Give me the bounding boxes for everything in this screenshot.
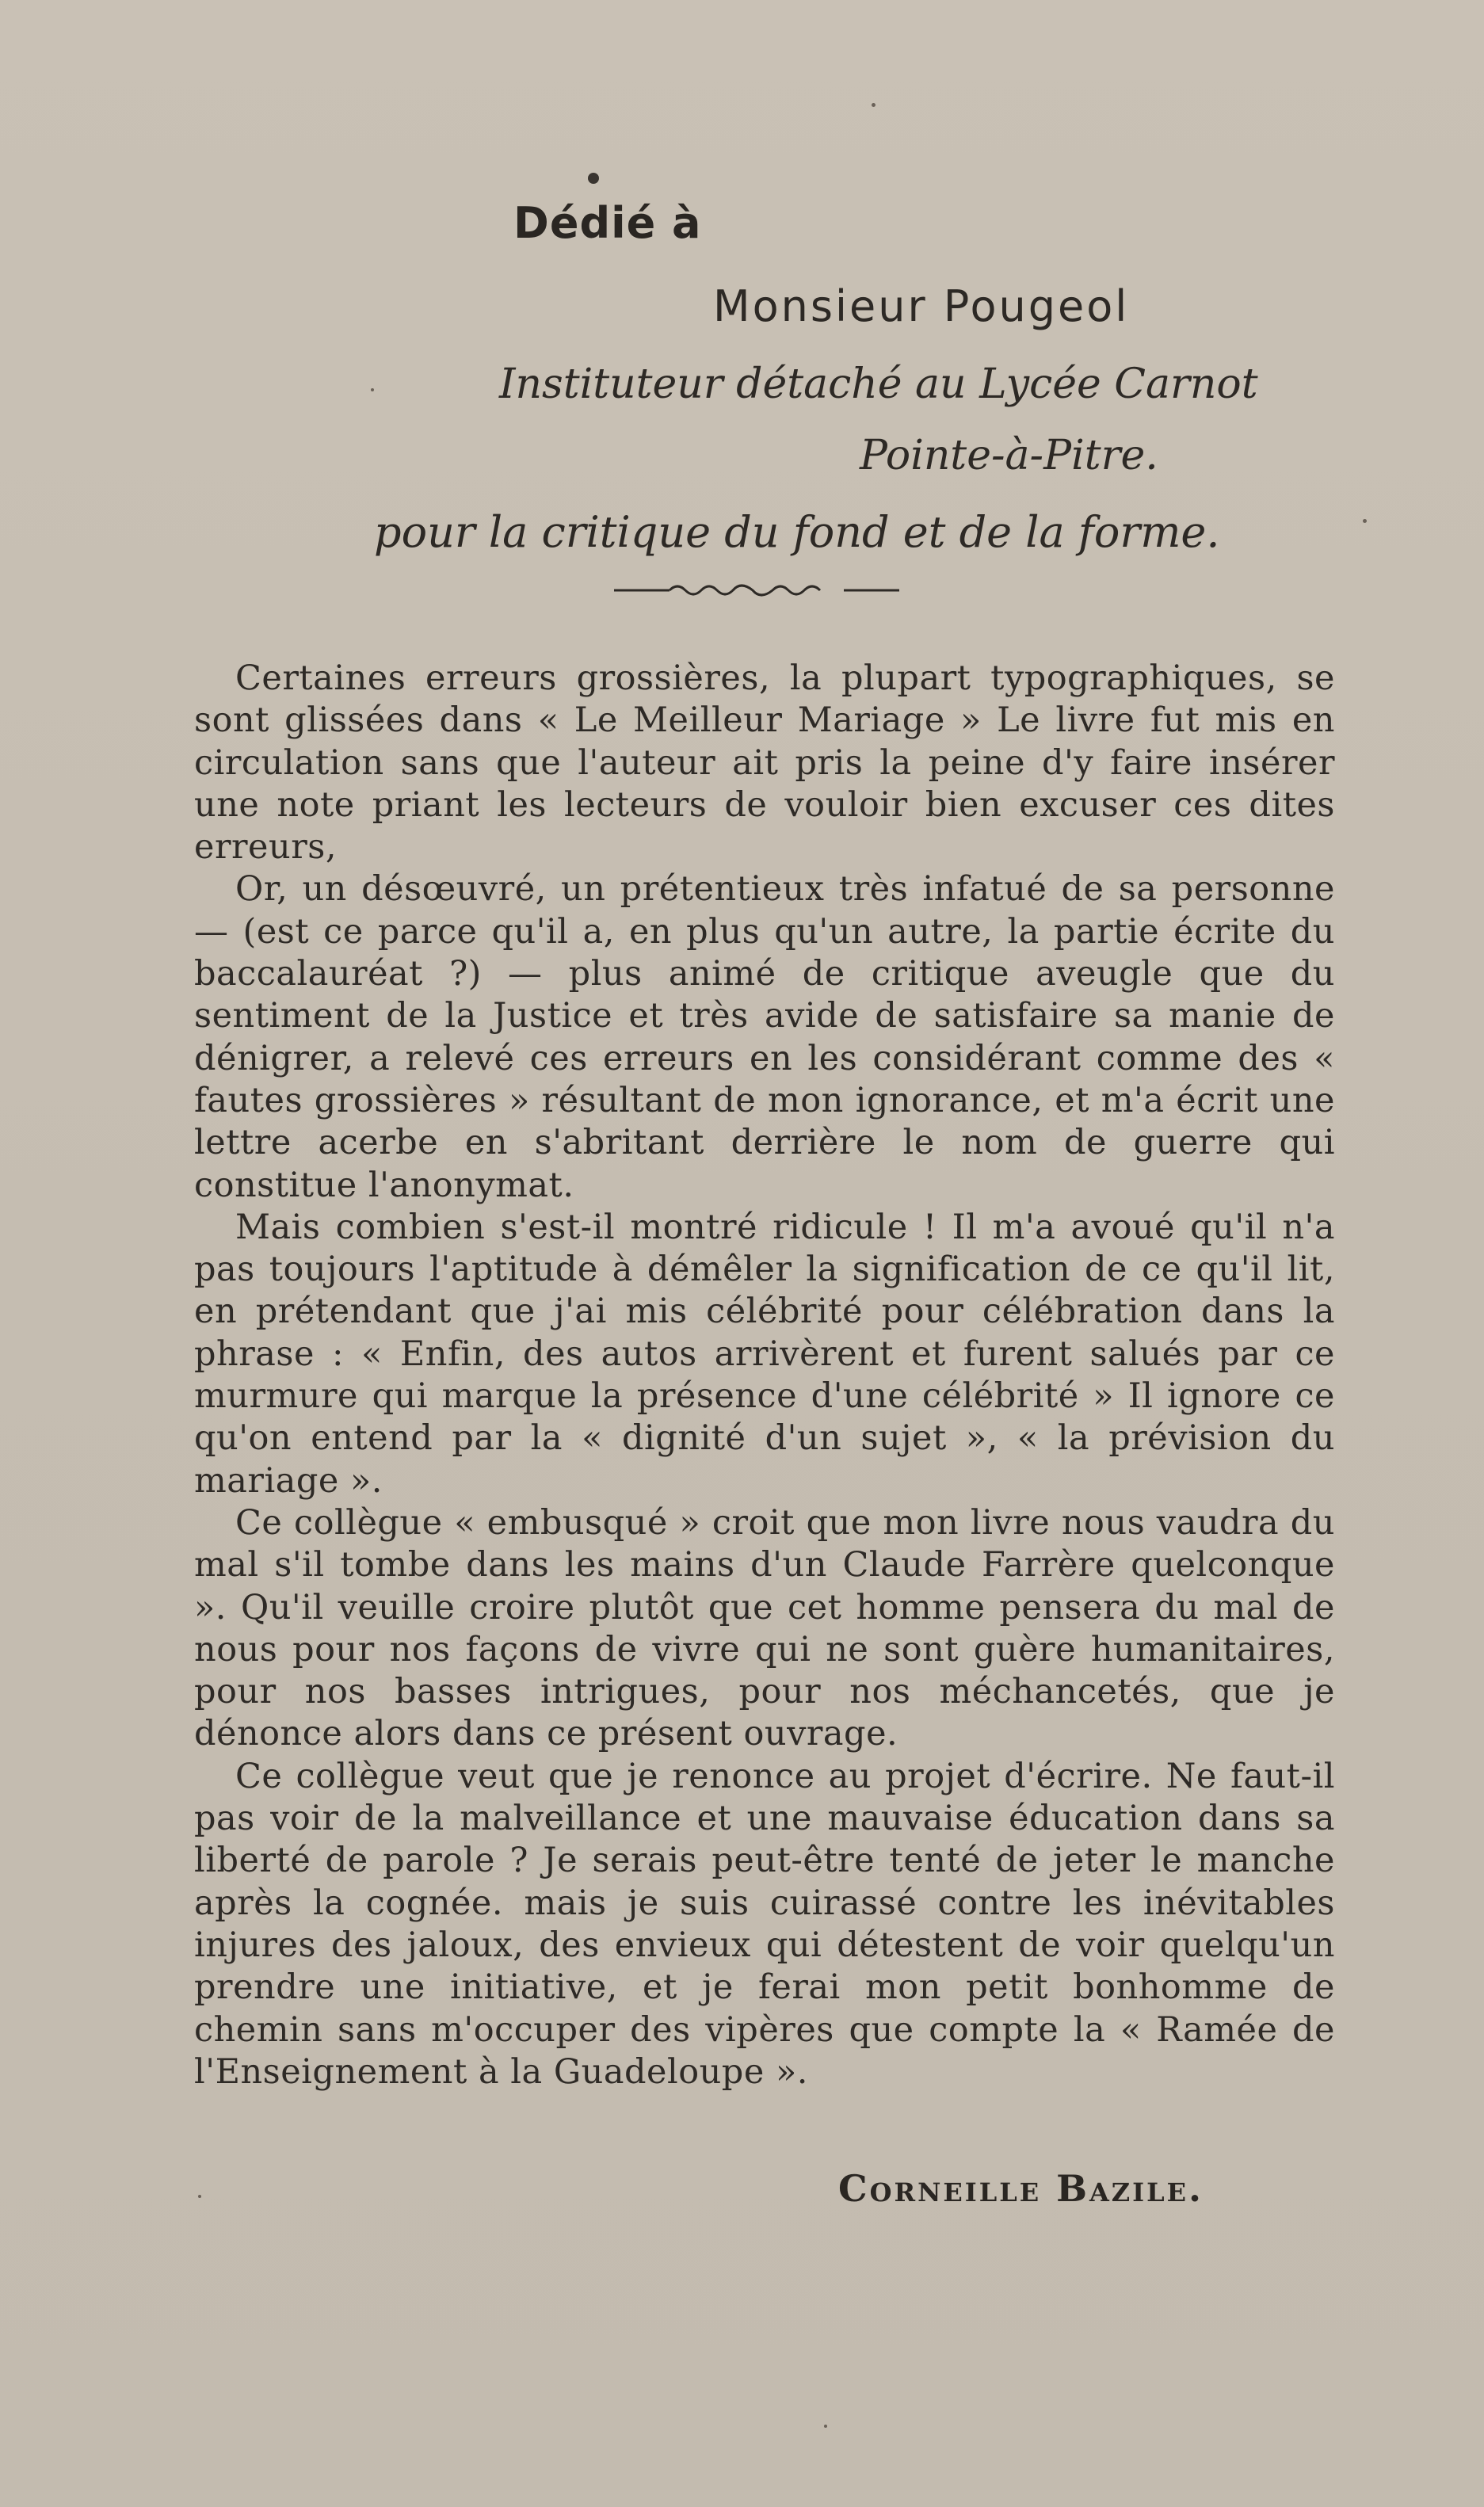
author-signature: Corneille Bazile. [838,2167,1204,2210]
dedication-purpose: pour la critique du fond et de la forme. [374,507,1220,557]
dedication-heading: Dédié à [513,198,702,248]
body-paragraph-1: Certaines erreurs grossières, la plupart typographiques, se sont glissées dans « Le Meilleur Mariage » Le livre fut mis en circulation sans que l'auteur ait pris la peine d'y faire insérer une note priant les lecteurs de vouloir bien excuser ces dites erreurs, [194,658,1335,868]
decorative-divider-ornament [614,578,899,602]
paper-speck [872,103,876,107]
paper-speck [198,2195,201,2198]
body-paragraph-4: Ce collègue « embusqué » croit que mon livre nous vaudra du mal s'il tombe dans les mains d'un Claude Farrère quelconque ». Qu'il veuille croire plutôt que cet homme pensera du mal de nous pour nos façons de vivre qui ne sont guère humanitaires, pour nos basses intrigues, pour nos méchancetés, que je dénonce alors dans ce présent ouvrage. [194,1502,1335,1754]
body-paragraph-2: Or, un désœuvré, un prétentieux très infatué de sa personne — (est ce parce qu'il a, en plus qu'un autre, la partie écrite du baccalauréat ?) — plus animé de critique aveugle que du sentiment de la Justice et très avide de satisfaire sa manie de dénigrer, a relevé ces erreurs en les considérant comme des « fautes grossières » résultant de mon ignorance, et m'a écrit une lettre acerbe en s'abritant derrière le nom de guerre qui constitue l'anonymat. [194,869,1335,1205]
paper-speck [824,2425,827,2428]
body-paragraph-3: Mais combien s'est-il montré ridicule ! Il m'a avoué qu'il n'a pas toujours l'aptitude à démêler la signification de ce qu'il lit, en prétendant que j'ai mis célébrité pour célébration dans la phrase : « Enfin, des autos arrivèrent et furent salués par ce murmure qui marque la présence d'une célébrité » Il ignore ce qu'on entend par la « dignité d'un sujet », « la prévision du mariage ». [194,1207,1335,1501]
paper-speck [1363,519,1367,523]
top-ornament-dot [588,173,599,184]
recipient-name: Monsieur Pougeol [713,281,1130,331]
body-paragraph-5: Ce collègue veut que je renonce au projet d'écrire. Ne faut-il pas voir de la malveillance et une mauvaise éducation dans sa liberté de parole ? Je serais peut-être tenté de jeter le manche après la cognée. mais je suis cuirassé contre les inévitables injures des jaloux, des envieux qui détestent de voir quelqu'un prendre une initiative, et je ferai mon petit bonhomme de chemin sans m'occuper des vipères que compte la « Ramée de l'Enseignement à la Guadeloupe ». [194,1756,1335,2092]
paper-speck [371,388,374,391]
body-text [194,658,1335,2093]
recipient-role: Instituteur détaché au Lycée Carnot [499,361,1258,408]
recipient-place: Pointe-à-Pitre. [860,432,1158,479]
